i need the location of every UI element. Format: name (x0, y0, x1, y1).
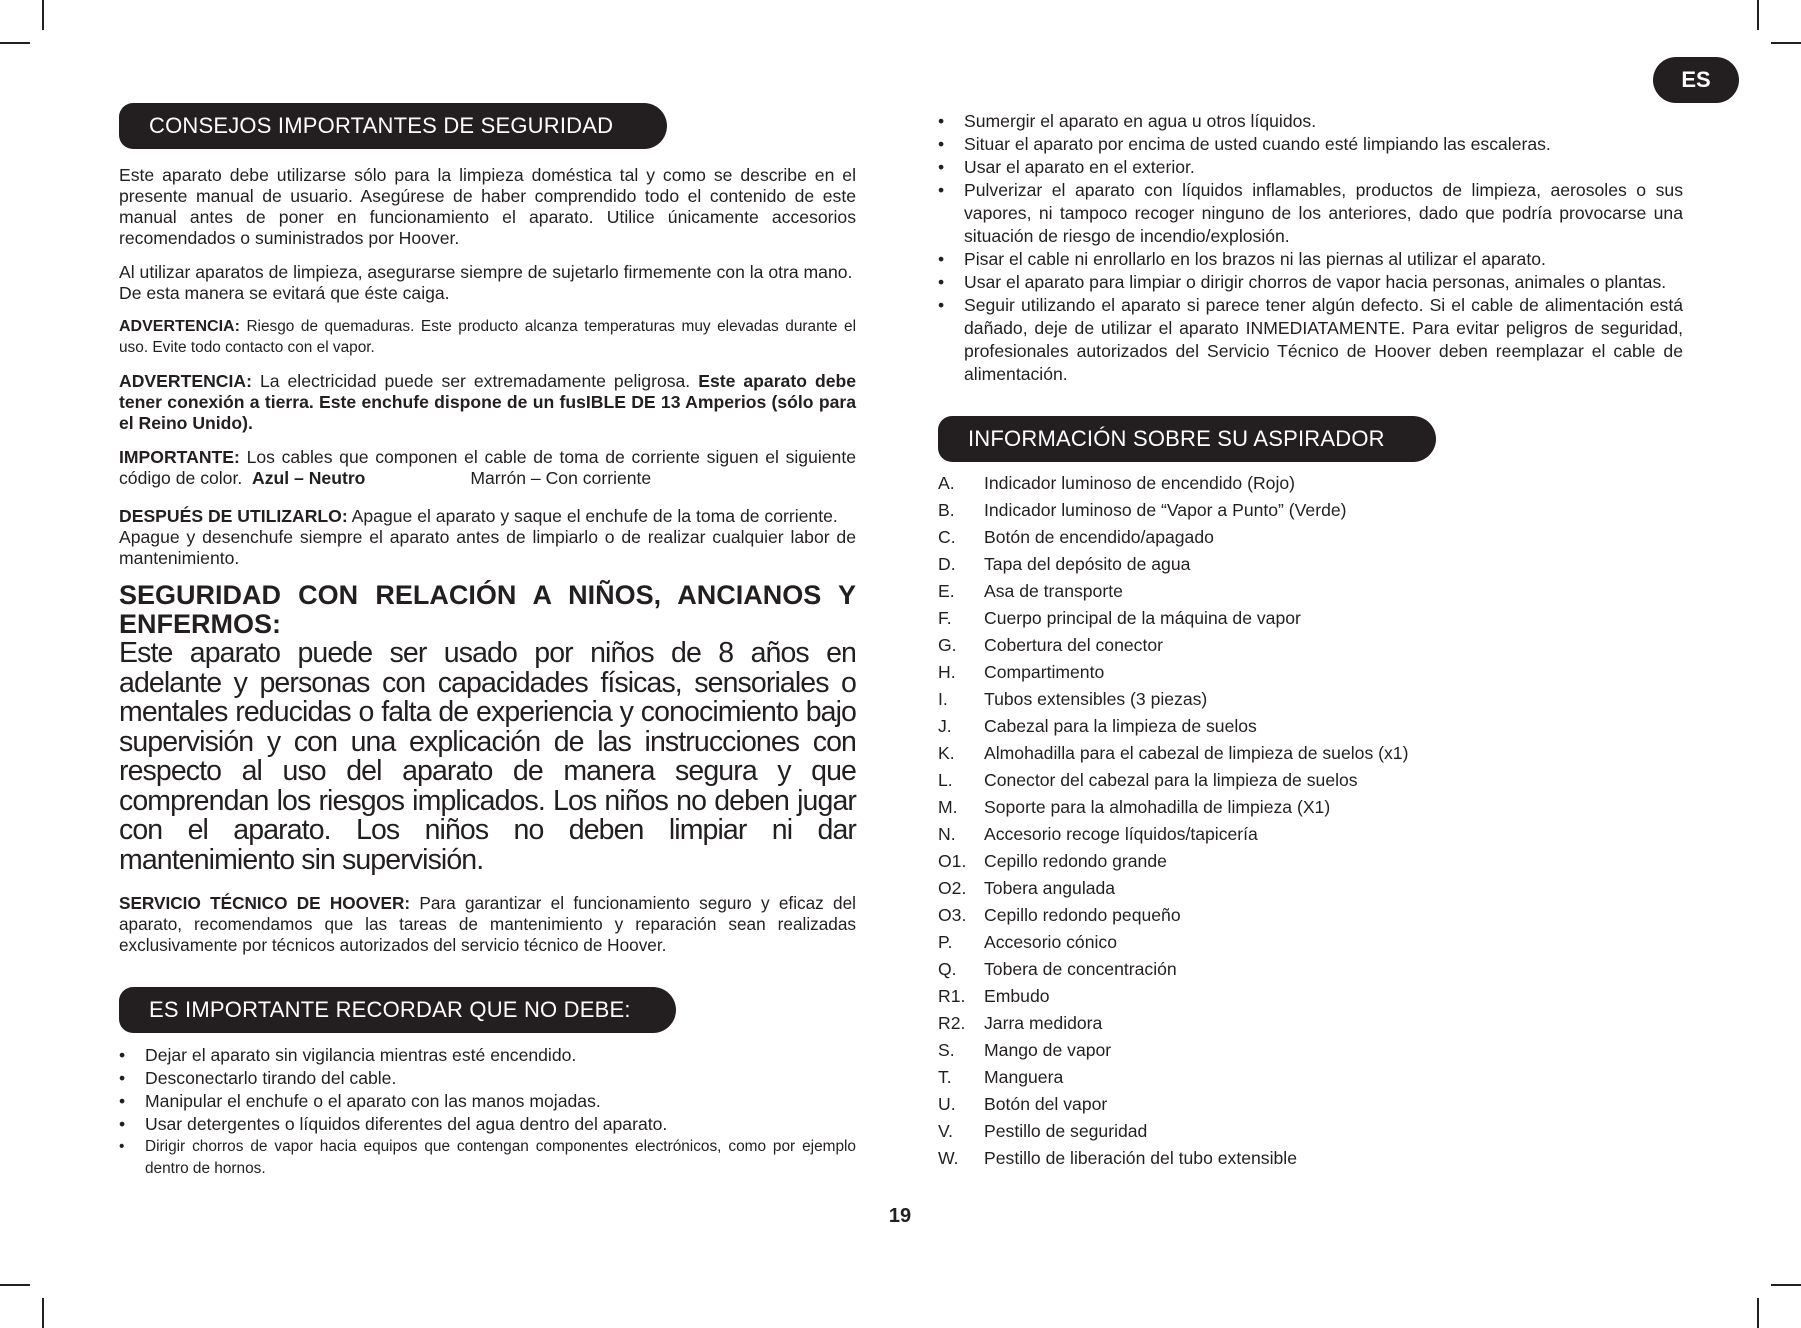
list-item (938, 551, 1683, 578)
part-label: Tapa del depósito de agua (984, 554, 1191, 574)
important-blue: Azul – Neutro (252, 468, 366, 488)
list-item: • Dejar el aparato sin vigilancia mientras esté encendido. (119, 1045, 577, 1065)
do-not-section-title: ES IMPORTANTE RECORDAR QUE NO DEBE: (119, 987, 676, 1033)
part-code: O3. (938, 905, 967, 925)
list-item: • Sumergir el aparato en agua u otros líquidos. (938, 111, 1317, 131)
part-code: L. (938, 770, 953, 790)
warning-electric-text: La electricidad puede ser extremadamente peligrosa. (259, 371, 691, 391)
after-use-label: DESPUÉS DE UTILIZARLO: (119, 506, 348, 526)
list-item (938, 605, 1683, 632)
parts-list (938, 470, 1683, 1172)
crop-mark (1771, 42, 1801, 44)
children-heading: SEGURIDAD CON RELACIÓN A NIÑOS, ANCIANOS Y ENFERMOS: (119, 580, 856, 639)
list-item (938, 740, 1683, 767)
list-item: • Dirigir chorros de vapor hacia equipos que contengan componentes electrónicos, como por ejemplo dentro de hornos. (119, 1138, 856, 1177)
do-not-list (119, 1044, 856, 1180)
after-use-2: Apague y desenchufe siempre el aparato antes de limpiarlo o de realizar cualquier labor de mantenimiento. (119, 527, 856, 568)
part-code: U. (938, 1094, 956, 1114)
part-label: Embudo (984, 986, 1050, 1006)
safety-section-title: CONSEJOS IMPORTANTES DE SEGURIDAD (119, 103, 667, 149)
do-not-list-continued (938, 110, 1683, 386)
list-item (938, 524, 1683, 551)
important-label: IMPORTANTE: (119, 447, 240, 467)
part-label: Jarra medidora (984, 1013, 1103, 1033)
part-label: Accesorio recoge líquidos/tapicería (984, 824, 1258, 844)
list-item: • Seguir utilizando el aparato si parece tener algún defecto. Si el cable de alimentación está dañado, deje de utilizar el aparato INMEDIATAMENTE. Para evitar peligros de seguridad, profesionales autorizados del Servicio Técnico de Hoover deben reemplazar el cable de alimentación. (938, 295, 1683, 384)
part-code: Q. (938, 959, 957, 979)
warning-burns-label: ADVERTENCIA: (119, 318, 240, 335)
after-use (119, 506, 856, 527)
part-label: Cobertura del conector (984, 635, 1163, 655)
crop-mark (1771, 1284, 1801, 1286)
part-label: Indicador luminoso de “Vapor a Punto” (Verde) (984, 500, 1347, 520)
language-tab: ES (1653, 57, 1739, 103)
part-code: B. (938, 500, 955, 520)
part-code: M. (938, 797, 958, 817)
list-item (938, 1037, 1683, 1064)
list-item: • Pulverizar el aparato con líquidos inflamables, productos de limpieza, aerosoles o sus vapores, ni tampoco recoger ninguno de los anteriores, dado que podría provocarse una situación de riesgo de incendio/explosión. (938, 180, 1683, 246)
part-label: Cabezal para la limpieza de suelos (984, 716, 1257, 736)
list-item (938, 632, 1683, 659)
info-section-title: INFORMACIÓN SOBRE SU ASPIRADOR (938, 416, 1436, 462)
list-item (938, 767, 1683, 794)
part-code: H. (938, 662, 956, 682)
part-code: F. (938, 608, 952, 628)
part-code: E. (938, 581, 955, 601)
part-label: Cuerpo principal de la máquina de vapor (984, 608, 1301, 628)
after-use-text: Apague el aparato y saque el enchufe de la toma de corriente. (351, 506, 838, 526)
part-label: Tobera angulada (984, 878, 1116, 898)
service-note (119, 893, 856, 956)
warning-electric (119, 371, 856, 434)
part-code: D. (938, 554, 956, 574)
list-item (938, 902, 1683, 929)
part-label: Accesorio cónico (984, 932, 1117, 952)
left-column (119, 103, 856, 1180)
part-label: Mango de vapor (984, 1040, 1112, 1060)
page-number: 19 (888, 1205, 912, 1227)
service-label: SERVICIO TÉCNICO DE HOOVER: (119, 893, 411, 913)
list-item (938, 848, 1683, 875)
list-item (938, 470, 1683, 497)
part-code: N. (938, 824, 956, 844)
part-code: O2. (938, 878, 967, 898)
list-item (938, 1118, 1683, 1145)
part-code: C. (938, 527, 956, 547)
list-item (938, 686, 1683, 713)
important-wiring (119, 447, 856, 489)
part-label: Manguera (984, 1067, 1064, 1087)
list-item (938, 1064, 1683, 1091)
part-label: Botón de encendido/apagado (984, 527, 1214, 547)
list-item (938, 956, 1683, 983)
list-item (938, 713, 1683, 740)
part-label: Indicador luminoso de encendido (Rojo) (984, 473, 1296, 493)
crop-mark (0, 1284, 30, 1286)
warning-burns (119, 316, 856, 358)
crop-mark (0, 42, 30, 44)
list-item (938, 929, 1683, 956)
part-code: J. (938, 716, 952, 736)
part-code: A. (938, 473, 955, 493)
list-item (938, 794, 1683, 821)
part-code: R1. (938, 986, 966, 1006)
crop-mark (42, 0, 44, 30)
warning-burns-text: Riesgo de quemaduras. Este producto alcanza temperaturas muy elevadas durante el uso. Evite todo contacto con el vapor. (119, 318, 856, 356)
part-label: Cepillo redondo grande (984, 851, 1167, 871)
list-item: • Usar el aparato para limpiar o dirigir chorros de vapor hacia personas, animales o plantas. (938, 272, 1667, 292)
part-label: Cepillo redondo pequeño (984, 905, 1181, 925)
part-code: O1. (938, 851, 967, 871)
part-label: Almohadilla para el cabezal de limpieza de suelos (x1) (984, 743, 1409, 763)
crop-mark (42, 1298, 44, 1328)
part-label: Conector del cabezal para la limpieza de suelos (984, 770, 1358, 790)
part-code: G. (938, 635, 957, 655)
list-item (938, 1091, 1683, 1118)
list-item: • Usar el aparato en el exterior. (938, 157, 1195, 177)
part-label: Compartimento (984, 662, 1105, 682)
list-item: • Manipular el enchufe o el aparato con las manos mojadas. (119, 1091, 601, 1111)
part-label: Pestillo de liberación del tubo extensible (984, 1148, 1297, 1168)
right-column (938, 110, 1683, 1172)
warning-electric-bold: Este aparato debe tener conexión a tierra. Este enchufe dispone de un fusIBLE DE 13 Amperios (sólo para el Reino Unido). (119, 371, 857, 433)
list-item (938, 1145, 1683, 1172)
children-text: Este aparato puede ser usado por niños de 8 años en adelante y personas con capacidades físicas, sensoriales o mentales reducidas o falta de experiencia y conocimiento bajo supervisión y con una explicación de las instrucciones con respecto al uso del aparato de manera segura y que comprendan los riesgos implicados. Los niños no deben jugar con el aparato. Los niños no deben limpiar ni dar mantenimiento sin supervisión. (119, 637, 856, 876)
part-label: Pestillo de seguridad (984, 1121, 1148, 1141)
service-text: Para garantizar el funcionamiento seguro y eficaz del aparato, recomendamos que las tareas de mantenimiento y reparación sean realizadas exclusivamente por técnicos autorizados del servicio técnico de Hoover. (119, 893, 856, 955)
part-label: Asa de transporte (984, 581, 1123, 601)
safety-intro: Este aparato debe utilizarse sólo para la limpieza doméstica tal y como se describe en el presente manual de usuario. Asegúrese de haber comprendido todo el contenido de este manual antes de poner en funcionamiento el aparato. Utilice únicamente accesorios recomendados o suministrados por Hoover. (119, 165, 856, 248)
list-item (938, 578, 1683, 605)
list-item: • Pisar el cable ni enrollarlo en los brazos ni las piernas al utilizar el aparato. (938, 249, 1546, 269)
list-item (938, 1010, 1683, 1037)
part-code: P. (938, 932, 953, 952)
part-code: S. (938, 1040, 955, 1060)
list-item (938, 659, 1683, 686)
list-item (938, 875, 1683, 902)
list-item: • Usar detergentes o líquidos diferentes del agua dentro del aparato. (119, 1114, 668, 1134)
part-label: Tobera de concentración (984, 959, 1177, 979)
part-code: V. (938, 1121, 954, 1141)
part-label: Tubos extensibles (3 piezas) (984, 689, 1208, 709)
list-item: • Situar el aparato por encima de usted cuando esté limpiando las escaleras. (938, 134, 1551, 154)
list-item (938, 983, 1683, 1010)
crop-mark (1757, 0, 1759, 30)
list-item (938, 821, 1683, 848)
part-code: I. (938, 689, 948, 709)
list-item: • Desconectarlo tirando del cable. (119, 1068, 397, 1088)
part-label: Soporte para la almohadilla de limpieza (X1) (984, 797, 1331, 817)
part-code: W. (938, 1148, 959, 1168)
part-code: T. (938, 1067, 952, 1087)
part-label: Botón del vapor (984, 1094, 1108, 1114)
part-code: K. (938, 743, 955, 763)
safety-grip-note: Al utilizar aparatos de limpieza, asegurarse siempre de sujetarlo firmemente con la otra mano. (119, 262, 853, 282)
important-text: Los cables que componen el cable de toma de corriente siguen el siguiente código de color. (119, 447, 857, 488)
safety-grip-note-2: De esta manera se evitará que éste caiga. (119, 283, 450, 303)
part-code: R2. (938, 1013, 966, 1033)
important-brown: Marrón – Con corriente (470, 468, 652, 488)
warning-electric-label: ADVERTENCIA: (119, 371, 252, 391)
list-item (938, 497, 1683, 524)
crop-mark (1757, 1298, 1759, 1328)
